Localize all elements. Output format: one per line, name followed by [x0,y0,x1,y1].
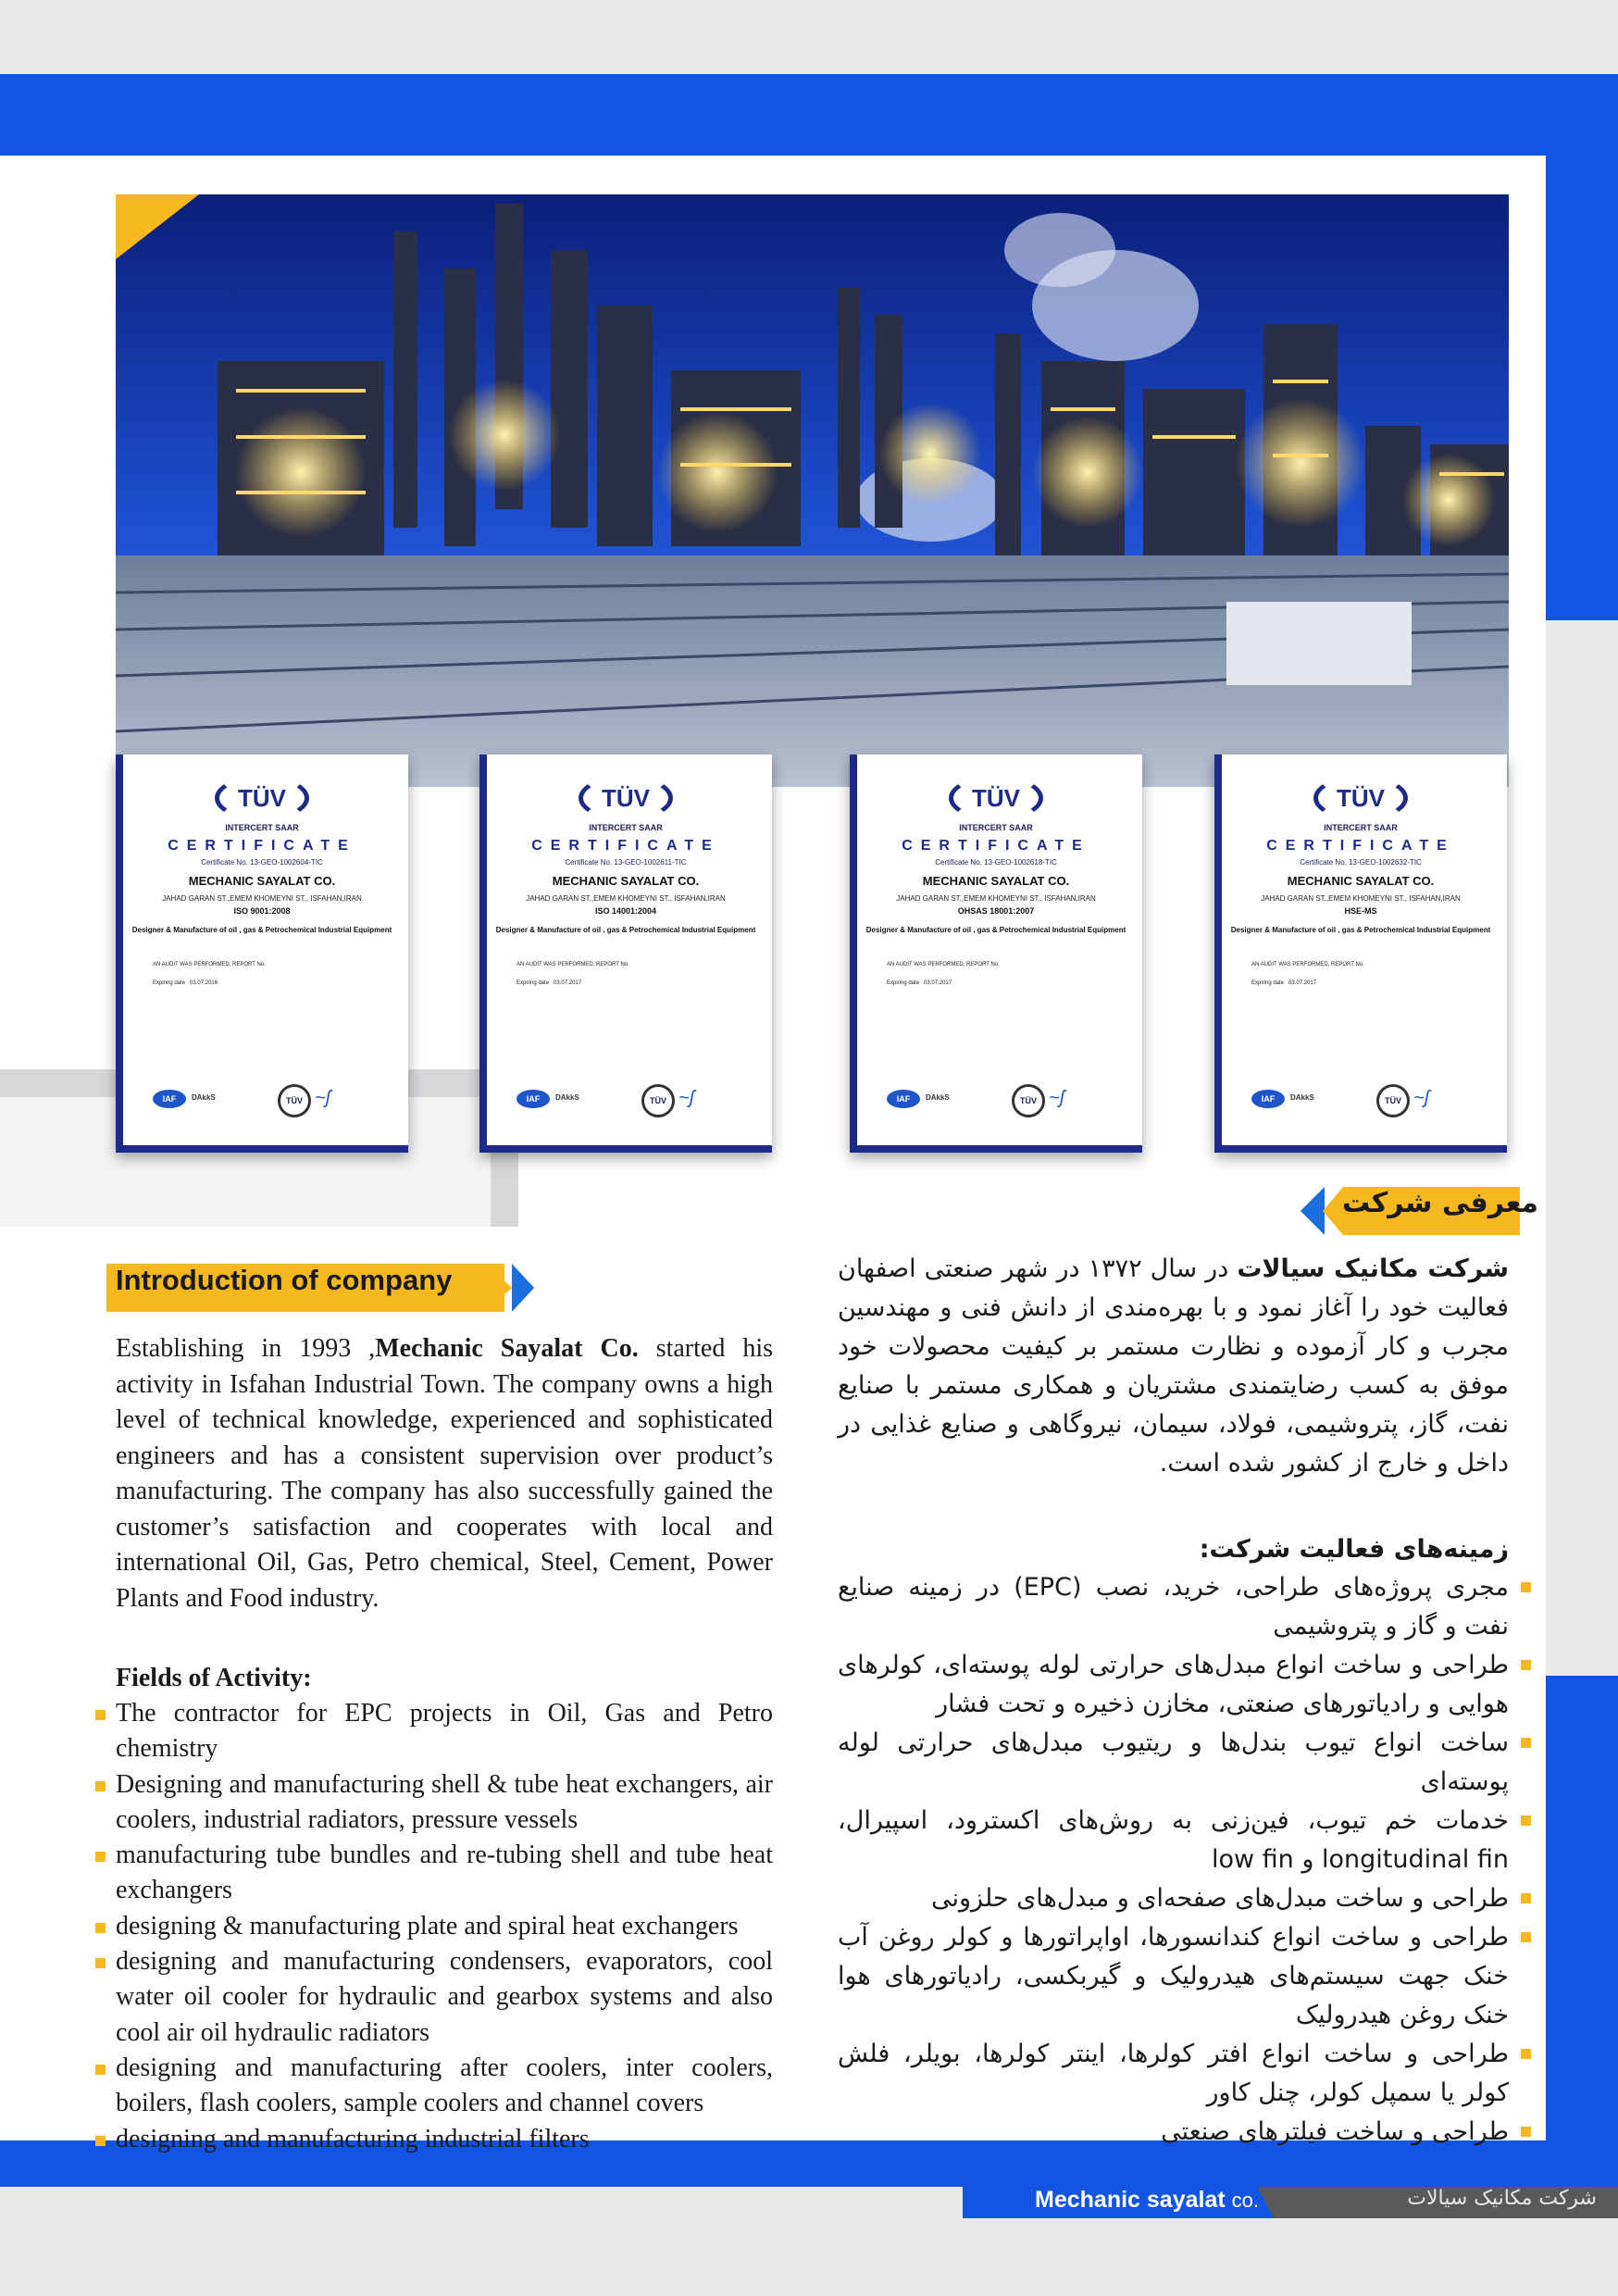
list-item: designing and manufacturing condensers, evaporators, cool water oil cooler for hydraulic and gearbox systems and also cool air oil hydraulic radiators [116,1944,773,2051]
english-section-heading [106,1264,537,1312]
certificate-title: CERTIFICATE [168,838,356,854]
refinery-photo [116,194,1509,787]
tuv-logo: TÜV [215,775,309,821]
footer-company-en: Mechanic sayalat co. [1035,2187,1259,2213]
top-blue-band [0,74,1618,156]
list-item: طراحی و ساخت انواع مبدل‌های حرارتی لوله پوسته‌ای، کولرهای هوایی و رادیاتورهای صنعتی، مخازن ذخیره و تحت فشار [838,1646,1509,1724]
list-item: ساخت انواع تیوب بندل‌ها و ریتیوب مبدل‌های حرارتی لوله پوسته‌ای [838,1724,1509,1802]
list-item: مجری پروژه‌های طراحی، خرید، نصب (EPC) در زمینه صنایع نفت و گاز و پتروشیمی [838,1568,1509,1646]
english-intro-paragraph: Establishing in 1993 ,Mechanic Sayalat Co. started his activity in Isfahan Industrial Town. The company owns a high level of technical knowledge, experienced and sophisticated engineers and has a consistent supervision over product’s manufacturing. The company has also successfully gained the customer’s satisfaction and cooperates with local and international Oil, Gas, Petro chemical, Steel, Cement, Power Plants and Food industry. [116,1334,773,1613]
list-item: خدمات خم تیوب، فین‌زنی به روش‌های اکسترود، اسپیرال، longitudinal fin و low fin [838,1802,1509,1879]
certificate-title: CERTIFICATE [902,838,1090,854]
certificate-hse-ms: TÜV INTERCERT SAAR CERTIFICATE Certificate No. 13-GEO-1002632-TIC MECHANIC SAYALAT CO. JAHAD GARAN ST.,EMEM KHOMEYNI ST., ISFAHAN,IRAN HSE-MS Designer & Manufacture of oil , gas & Petrochemical Industrial Equipment AN AUDIT WAS PERFORMED, REPORT No. Expiring date 03.07.2017 IAF DAkkS TÜV ~ʃ [1214,755,1507,1153]
signature-icon: ~ʃ [315,1088,331,1108]
chevron-left-icon [1301,1187,1325,1235]
list-item: طراحی و ساخت انواع کندانسورها، اواپراتورها و کولر روغن آب خنک جهت سیستم‌های هیدرولیک و گیربکسی، رادیاتورهای هوا خنک روغن هیدرولیک [838,1918,1509,2035]
list-item: طراحی و ساخت انواع افتر کولرها، اینتر کولرها، بویلر، فلش کولر یا سمپل کولر، چنل کاور [838,2035,1509,2113]
tuv-seal-icon: TÜV [1012,1084,1045,1117]
english-column [116,1331,773,2157]
certificate-standard: HSE-MS [1344,906,1377,916]
list-item: طراحی و ساخت فیلترهای صنعتی [838,2113,1509,2152]
tuv-logo: TÜV [1313,775,1408,821]
list-item: designing and manufacturing industrial filters [116,2122,773,2157]
english-heading-title: Introduction of company [116,1264,453,1296]
signature-icon: ~ʃ [678,1088,695,1108]
list-item: طراحی و ساخت مبدل‌های صفحه‌ای و مبدل‌های حلزونی [838,1879,1509,1918]
certificate-title: CERTIFICATE [1266,838,1455,854]
chevron-right-icon [512,1264,534,1312]
certificate-standard: ISO 9001:2008 [233,906,291,916]
tuv-seal-icon: TÜV [641,1084,675,1117]
english-fields-title: Fields of Activity: [116,1664,312,1692]
right-blue-band-lower [1546,1676,1618,2157]
persian-heading-title: معرفی شرکت [1342,1187,1538,1219]
persian-fields-title: زمینه‌های فعالیت شرکت: [1199,1535,1509,1564]
tuv-seal-icon: TÜV [1376,1084,1410,1117]
company-name-fa: شرکت مکانیک سیالات [1237,1254,1509,1283]
list-item: Designing and manufacturing shell & tube heat exchangers, air coolers, industrial radiators, pressure vessels [116,1767,773,1839]
right-blue-band-upper [1546,74,1618,620]
tuv-logo: TÜV [579,775,673,821]
list-item: The contractor for EPC projects in Oil, Gas and Petro chemistry [116,1696,773,1767]
list-item: manufacturing tube bundles and re-tubing shell and tube heat exchangers [116,1838,773,1909]
certificate-ohsas-18001: TÜV INTERCERT SAAR CERTIFICATE Certificate No. 13-GEO-1002618-TIC MECHANIC SAYALAT CO. JAHAD GARAN ST.,EMEM KHOMEYNI ST., ISFAHAN,IRAN OHSAS 18001:2007 Designer & Manufacture of oil , gas & Petrochemical Industrial Equipment AN AUDIT WAS PERFORMED, REPORT No. Expiring date 03.07.2017 IAF DAkkS TÜV ~ʃ [850,755,1142,1153]
english-fields-list [116,1696,773,2157]
certificate-company: MECHANIC SAYALAT CO. [552,874,700,888]
certificate-standard: ISO 14001:2004 [594,906,657,916]
certificate-iso-14001: TÜV INTERCERT SAAR CERTIFICATE Certificate No. 13-GEO-1002611-TIC MECHANIC SAYALAT CO. JAHAD GARAN ST.,EMEM KHOMEYNI ST., ISFAHAN,IRAN ISO 14001:2004 Designer & Manufacture of oil , gas & Petrochemical Industrial Equipment AN AUDIT WAS PERFORMED, REPORT No. Expiring date 03.07.2017 IAF DAkkS TÜV ~ʃ [479,755,772,1153]
persian-intro-paragraph: شرکت مکانیک سیالات در سال ۱۳۷۲ در شهر صنعتی اصفهان فعالیت خود را آغاز نمود و با بهره‌مندی از دانش فنی و مهندسین مجرب و کار آزموده و نظارت مستمر بر کیفیت محصولات خود موفق به کسب رضایتمندی مشتریان و همکاری مستمر با صنایع نفت، گاز، پتروشیمی، فولاد، سیمان، نیروگاهی و صنایع غذایی در داخل و خارج از کشور شده است. [838,1254,1509,1478]
signature-icon: ~ʃ [1049,1088,1065,1108]
certificate-company: MECHANIC SAYALAT CO. [188,874,336,888]
tuv-logo: TÜV [949,775,1043,821]
certificate-standard: OHSAS 18001:2007 [957,906,1035,916]
company-name: Mechanic Sayalat Co. [375,1334,639,1363]
signature-icon: ~ʃ [1413,1088,1430,1108]
footer-company-fa: شرکت مکانیک سیالات [1407,2187,1597,2210]
tuv-seal-icon: TÜV [278,1084,311,1117]
list-item: designing & manufacturing plate and spiral heat exchangers [116,1909,773,1944]
certificate-company: MECHANIC SAYALAT CO. [922,874,1070,888]
list-item: designing and manufacturing after coolers, inter coolers, boilers, flash coolers, sample coolers and channel covers [116,2051,773,2122]
persian-fields-list [838,1568,1509,2152]
persian-section-heading [1301,1187,1538,1235]
persian-column [838,1250,1509,2152]
certificate-iso-9001: TÜV INTERCERT SAAR CERTIFICATE Certificate No. 13-GEO-1002604-TIC MECHANIC SAYALAT CO. JAHAD GARAN ST.,EMEM KHOMEYNI ST., ISFAHAN,IRAN ISO 9001:2008 Designer & Manufacture of oil , gas & Petrochemical Industrial Equipment AN AUDIT WAS PERFORMED, REPORT No. Expiring date 03.07.2016 IAF DAkkS TÜV ~ʃ [116,755,408,1153]
certificate-company: MECHANIC SAYALAT CO. [1287,874,1435,888]
certificate-title: CERTIFICATE [531,838,720,854]
